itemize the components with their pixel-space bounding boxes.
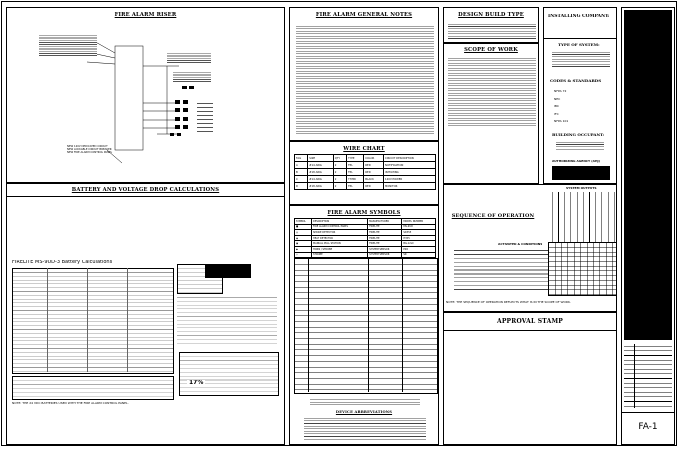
symbols-table: SYMBOL DESCRIPTION MANUFACTURER MODEL NUMBER ■ FIRE ALARM CONTROL PANEL FIRELITE MS-9UD ◎ SMOKE DETECTOR FIRELITE SD355 ◉ HEAT DETECTOR FIRELITE H355 ▣ MANUAL PULL STATION FIRELITE BG-12LX ◆ HORN / STROBE SYSTEM SENSOR P2R ◇ STROBE SYSTEM SENSOR SR — [294, 218, 436, 264]
sequence-title: SEQUENCE OF OPERATION — [451, 213, 535, 219]
title-block — [621, 7, 675, 445]
approval-title: APPROVAL STAMP — [496, 318, 564, 325]
battery-footnote: NOTE: THE 24 VDC BATTERIES USED WITH THE FIRE ALARM CONTROL PANEL. — [12, 402, 129, 405]
table-row: ■ FIRE ALARM CONTROL PANEL FIRELITE MS-9UD — [295, 224, 436, 230]
sequence-column-headers — [548, 192, 616, 242]
wire-chart-table: TAG SIZE QTY TYPE COLOR CIRCUIT DESCRIPTION A #14 AWG 2 FPL RED NOTIFICATION B #18 AWG 2 FPL RED INITIATING C #14 AWG 2 THHN BLACK 120V POWER D #18 AWG 2 FPL RED MONITOR — [294, 154, 436, 190]
riser-title: FIRE ALARM RISER — [114, 12, 177, 18]
table-row: ◎ SMOKE DETECTOR FIRELITE SD355 — [295, 230, 436, 236]
drawing-sheet — [1, 1, 677, 446]
table-row: B #18 AWG 2 FPL RED INITIATING — [295, 169, 436, 176]
installing-company-panel — [543, 7, 617, 184]
sequence-inputs-label: ACTIVATED & CONDITIONS — [498, 243, 543, 246]
table-row: ▣ MANUAL PULL STATION FIRELITE BG-12LX — [295, 241, 436, 247]
sequence-input-rows — [454, 247, 548, 293]
wire-chart-panel — [289, 141, 439, 205]
design-build-title: DESIGN BUILD TYPE — [458, 12, 524, 18]
general-notes-panel — [289, 7, 439, 141]
general-notes-title: FIRE ALARM GENERAL NOTES — [315, 12, 413, 18]
approval-stamp-panel — [443, 312, 617, 445]
table-row: D #18 AWG 2 FPL RED MONITOR — [295, 183, 436, 190]
symbols-empty-rows — [294, 258, 438, 394]
general-notes-text — [296, 24, 434, 136]
scope-title: SCOPE OF WORK — [464, 47, 518, 53]
sequence-footnote: NOTE: THE SEQUENCE OF OPERATION REFLECTS WHAT IS IN THE SCOPE OF WORK. — [446, 301, 571, 304]
occupant-label: BUILDING OCCUPANT: — [552, 132, 605, 137]
redacted-block — [205, 264, 251, 278]
wire-chart-title: WIRE CHART — [343, 146, 385, 152]
title-block-black — [624, 10, 672, 340]
voltage-drop-table — [179, 352, 279, 396]
symbols-panel — [289, 205, 439, 445]
ahj-label: AUTHORIZING AGENCY (AHJ) — [552, 160, 600, 163]
battery-calc-title: FIRELITE MS-9UD-3 Battery Calculations — [12, 260, 113, 265]
codes-label: CODES & STANDARDS — [550, 78, 602, 83]
scope-panel — [443, 43, 539, 184]
table-row: C #14 AWG 2 THHN BLACK 120V POWER — [295, 176, 436, 183]
battery-panel — [6, 183, 285, 445]
table-row: A #14 AWG 2 FPL RED NOTIFICATION — [295, 162, 436, 169]
table-row: ◉ HEAT DETECTOR FIRELITE H355 — [295, 235, 436, 241]
sheet-number: FA-1 — [638, 422, 658, 432]
design-build-panel — [443, 7, 539, 43]
abbrev-title: DEVICE ABBREVIATIONS — [335, 410, 393, 414]
battery-title: BATTERY AND VOLTAGE DROP CALCULATIONS — [71, 187, 220, 193]
percent-value: 17% — [189, 380, 204, 385]
sequence-matrix — [548, 242, 617, 296]
riser-note: NEW 120V DEDICATED CIRCUIT NEW LOCKABLE CIRCUIT BREAKER NEW FIRE ALARM CONTROL PANEL — [67, 145, 113, 155]
scope-text — [448, 56, 536, 126]
battery-table — [12, 268, 174, 374]
table-row: ◆ HORN / STROBE SYSTEM SENSOR P2R — [295, 246, 436, 252]
sequence-header: SYSTEM OUTPUTS — [566, 187, 597, 190]
installing-company-title: INSTALLING COMPANY: — [548, 14, 610, 19]
sequence-panel — [443, 184, 617, 312]
system-type-label: TYPE OF SYSTEM: — [558, 42, 600, 47]
code-row: NFPA 72 NEC IBC IFC NFPA 101 — [554, 89, 569, 124]
symbols-title: FIRE ALARM SYMBOLS — [327, 210, 401, 216]
riser-panel — [6, 7, 285, 183]
table-row: ◇ STROBE SYSTEM SENSOR SR — [295, 252, 436, 258]
redacted-block — [552, 166, 610, 180]
